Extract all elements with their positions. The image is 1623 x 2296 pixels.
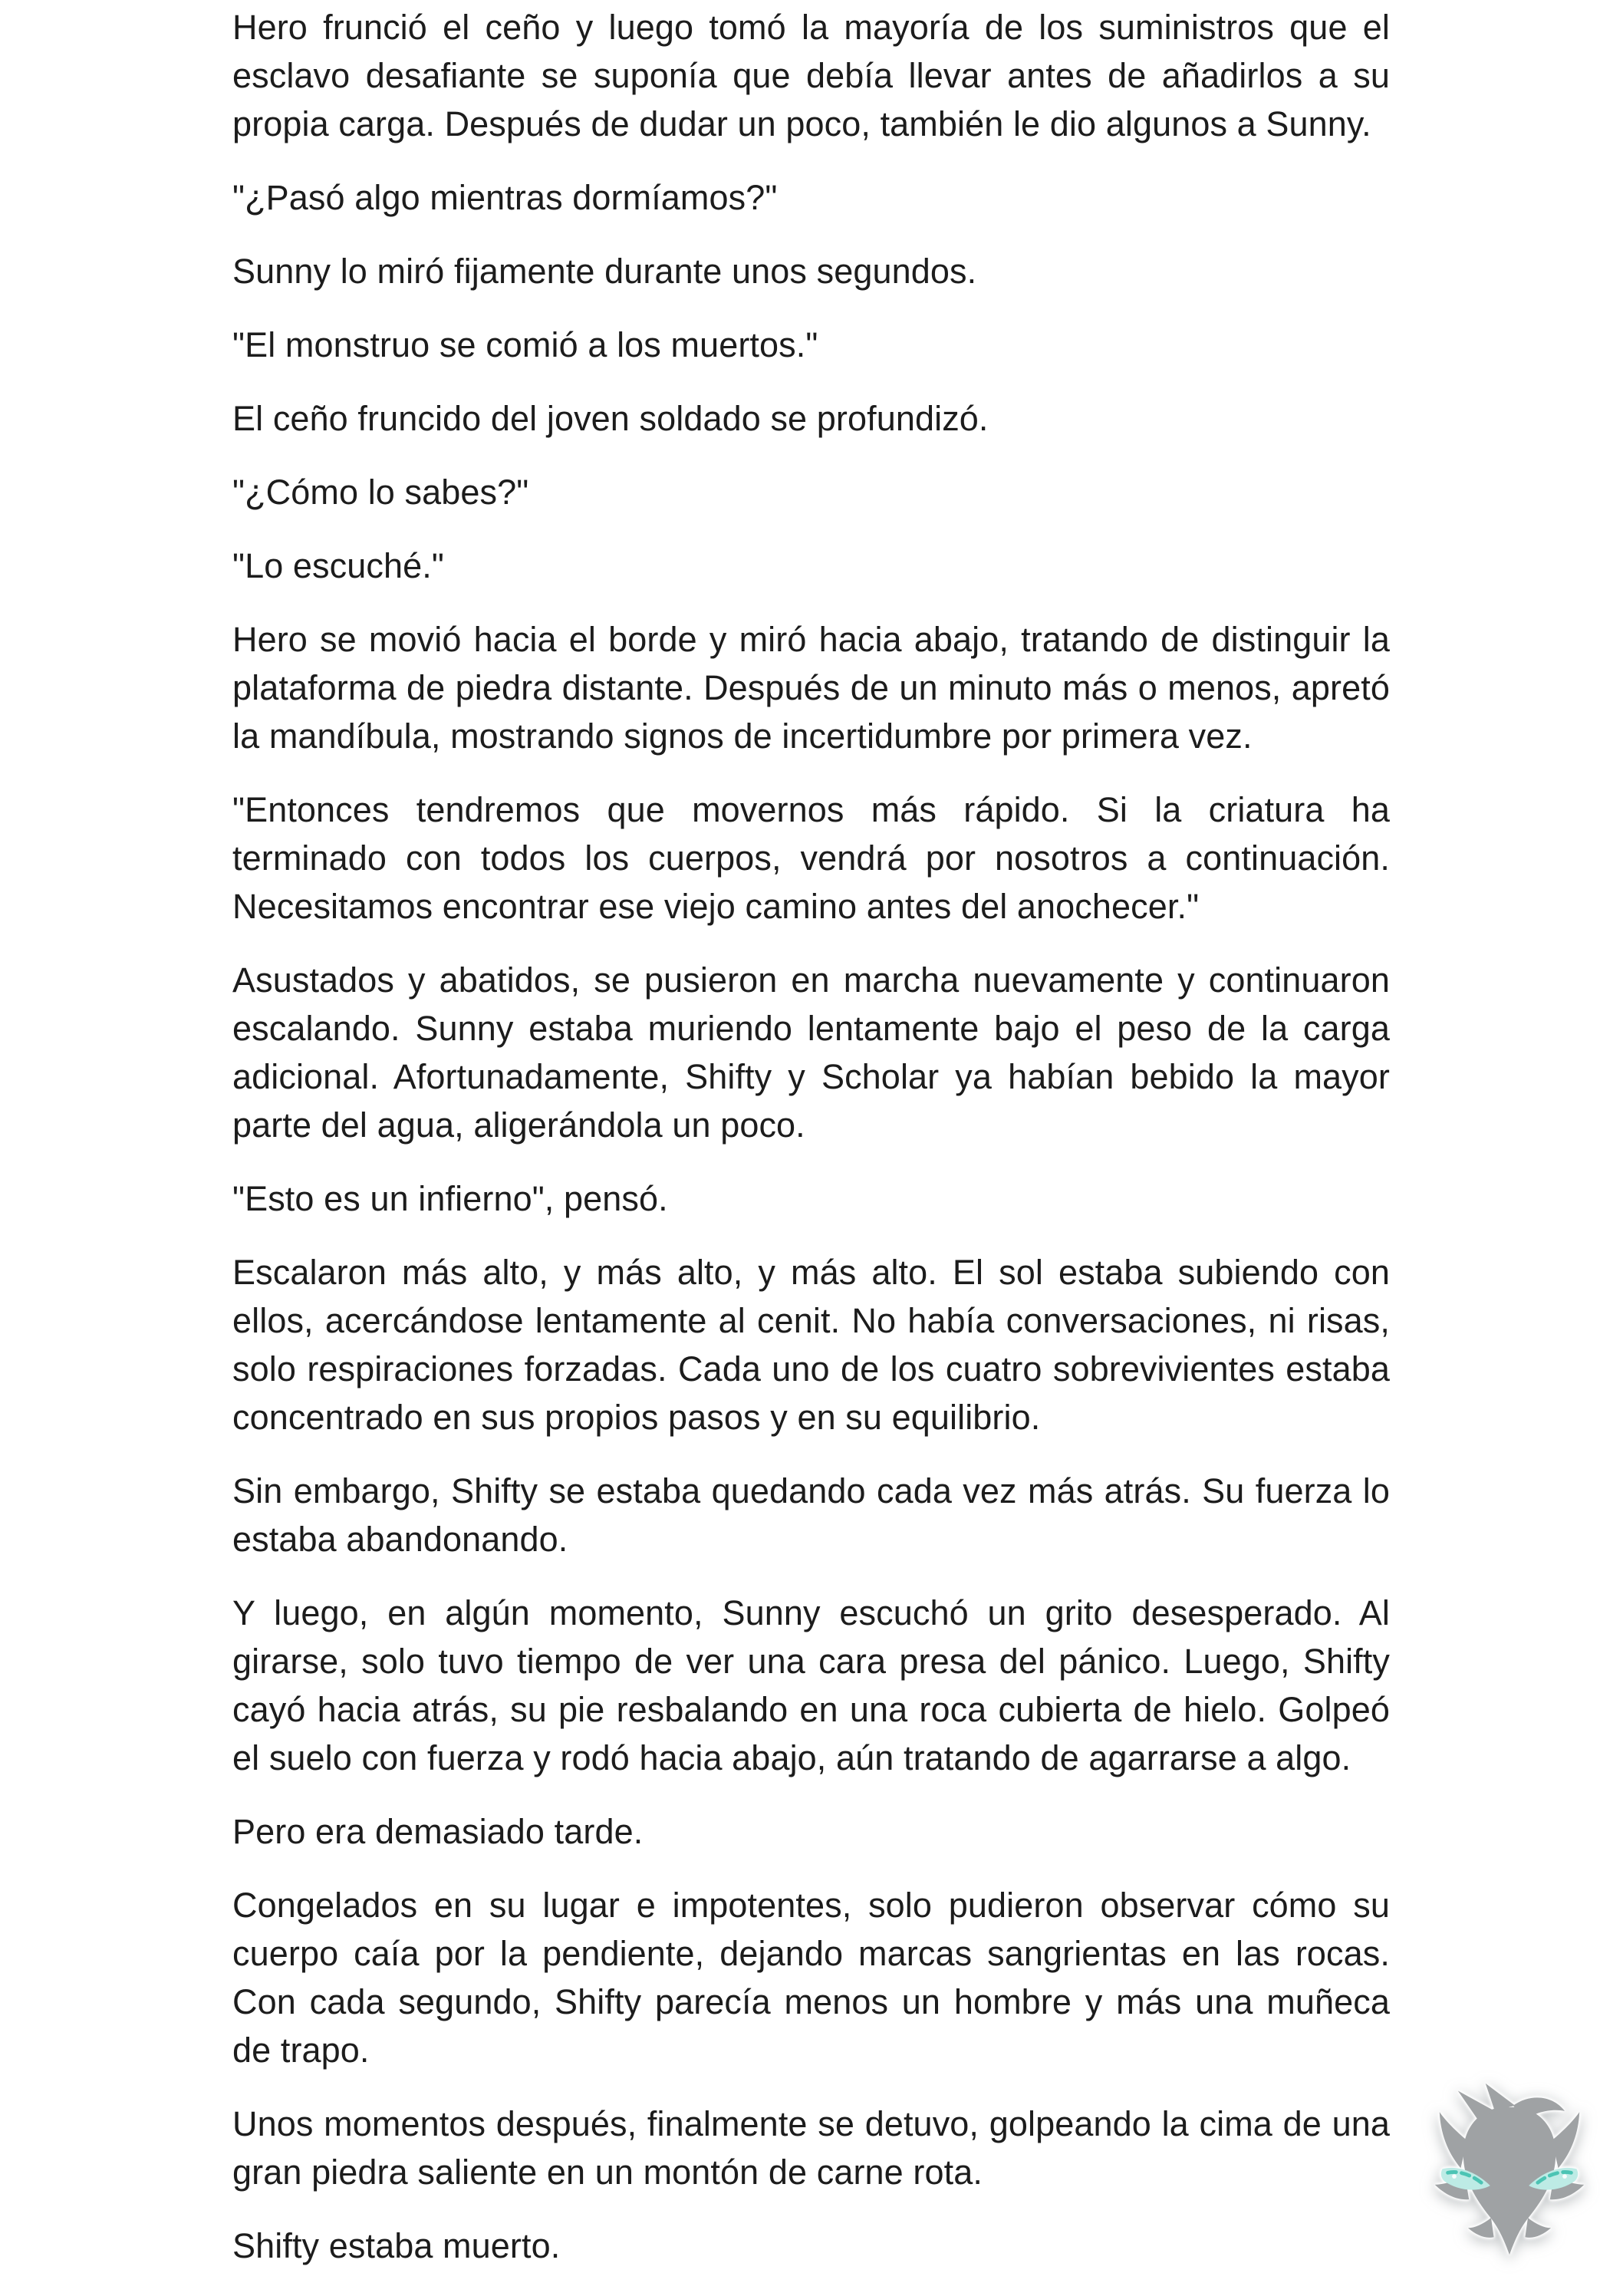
paragraph: Sunny lo miró fijamente durante unos segundos.	[232, 252, 977, 291]
demon-head-icon	[1417, 2081, 1602, 2284]
paragraph: Hero frunció el ceño y luego tomó la mayoría de los suministros que el esclavo desafiante se suponía que debía llevar antes de añadirlos a su propia carga. Después de dudar un poco, también le dio algunos a Sunny.	[232, 8, 1390, 143]
paragraph: Congelados en su lugar e impotentes, solo pudieron observar cómo su cuerpo caía por la pendiente, dejando marcas sangrientas en las rocas. Con cada segundo, Shifty parecía menos un hombre y más una muñeca de trapo.	[232, 1886, 1390, 2070]
paragraph: Unos momentos después, finalmente se detuvo, golpeando la cima de una gran piedra saliente en un montón de carne rota.	[232, 2104, 1390, 2192]
paragraph: Hero se movió hacia el borde y miró hacia abajo, tratando de distinguir la plataforma de piedra distante. Después de un minuto más o menos, apretó la mandíbula, mostrando signos de incertidumbre por primera vez.	[232, 620, 1390, 756]
paragraph-dialogue: "¿Pasó algo mientras dormíamos?"	[232, 178, 778, 217]
paragraph: Shifty estaba muerto.	[232, 2226, 561, 2265]
paragraph: Sin embargo, Shifty se estaba quedando cada vez más atrás. Su fuerza lo estaba abandonando.	[232, 1471, 1390, 1559]
demon-head-logo	[1417, 2081, 1602, 2284]
paragraph-dialogue: "Entonces tendremos que movernos más rápido. Si la criatura ha terminado con todos los cuerpos, vendrá por nosotros a continuación. Necesitamos encontrar ese viejo camino antes del anochecer."	[232, 790, 1390, 926]
paragraph: Pero era demasiado tarde.	[232, 1812, 644, 1851]
paragraph: Asustados y abatidos, se pusieron en marcha nuevamente y continuaron escalando. Sunny estaba muriendo lentamente bajo el peso de la carga adicional. Afortunadamente, Shifty y Scholar ya habían bebido la mayor parte del agua, aligerándola un poco.	[232, 960, 1390, 1145]
paragraph: Escalaron más alto, y más alto, y más alto. El sol estaba subiendo con ellos, acercándose lentamente al cenit. No había conversaciones, ni risas, solo respiraciones forzadas. Cada uno de los cuatro sobrevivientes estaba concentrado en sus propios pasos y en su equilibrio.	[232, 1253, 1390, 1437]
paragraph-dialogue: "Lo escuché."	[232, 546, 444, 585]
paragraph-dialogue: "¿Cómo lo sabes?"	[232, 473, 529, 512]
paragraph: El ceño fruncido del joven soldado se profundizó.	[232, 399, 989, 438]
paragraph: Y luego, en algún momento, Sunny escuchó un grito desesperado. Al girarse, solo tuvo tiempo de ver una cara presa del pánico. Luego, Shifty cayó hacia atrás, su pie resbalando en una roca cubierta de hielo. Golpeó el suelo con fuerza y rodó hacia abajo, aún tratando de agarrarse a algo.	[232, 1593, 1390, 1777]
paragraph-dialogue: "El monstruo se comió a los muertos."	[232, 325, 818, 364]
story-text	[232, 3, 1390, 2295]
paragraph-dialogue: "Esto es un infierno", pensó.	[232, 1179, 668, 1218]
